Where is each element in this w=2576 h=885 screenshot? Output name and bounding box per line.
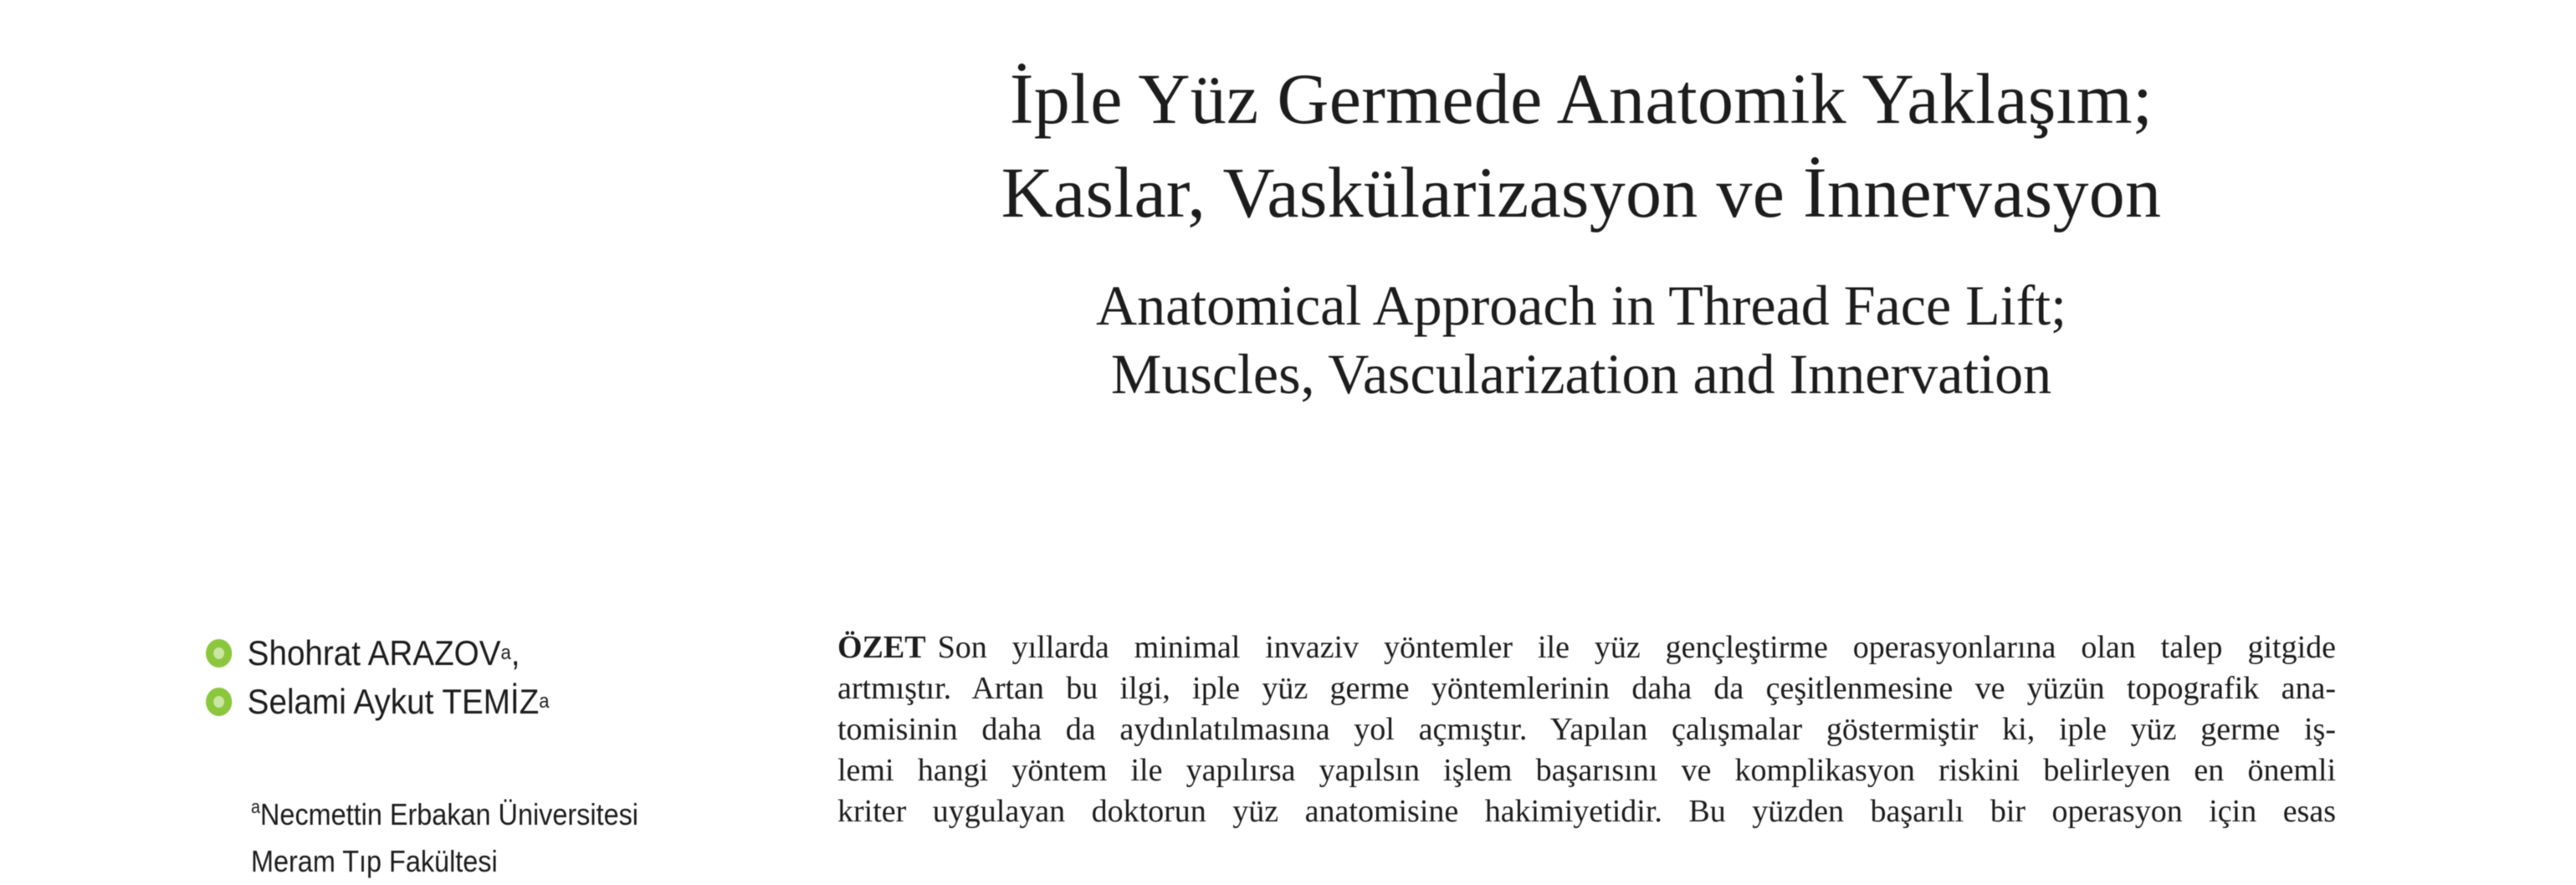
abstract-line: tomisinin daha da aydınlatılmasına yol açmıştır. Yapılan çalışmalar göstermiştir ki, iple yüz germe iş- bbox=[837, 712, 2336, 747]
english-title-line-1: Anatomical Approach in Thread Face Lift; bbox=[1095, 274, 2067, 337]
abstract-line-text: Son yıllarda minimal invaziv yöntemler ile yüz gençleştirme operasyonlarına olan talep gitgide bbox=[937, 630, 2336, 665]
orcid-icon[interactable] bbox=[206, 639, 232, 668]
affiliation-line-1 bbox=[251, 791, 638, 838]
author-list bbox=[206, 629, 579, 726]
affiliation-mark: a bbox=[251, 796, 261, 817]
author-item: Shohrat ARAZOV a , bbox=[206, 629, 550, 678]
affiliation-institution: Necmettin Erbakan Üniversitesi bbox=[260, 797, 639, 831]
turkish-title bbox=[753, 52, 2410, 239]
affiliation bbox=[251, 791, 638, 885]
author-item: Selami Aykut TEMİZ a bbox=[206, 678, 550, 726]
abstract-line: artmıştır. Artan bu ilgi, iple yüz germe yöntemlerinin daha da çeşitlenmesine ve yüzün topografik ana- bbox=[837, 671, 2336, 706]
abstract-line bbox=[837, 627, 2336, 668]
abstract-line: kriter uygulayan doktorun yüz anatomisine hakimiyetidir. Bu yüzden başarılı bir operasyon için esas bbox=[837, 794, 2336, 829]
abstract-label: ÖZET bbox=[837, 630, 926, 665]
english-title-line-2: Muscles, Vascularization and Innervation bbox=[1110, 342, 2052, 406]
abstract-line: lemi hangi yöntem ile yapılırsa yapılsın işlem başarısını ve komplikasyon riskini belirleyen en önemli bbox=[837, 753, 2336, 788]
author-name[interactable]: Selami Aykut TEMİZ bbox=[247, 682, 540, 721]
turkish-title-line-2: Kaslar, Vaskülarizasyon ve İnnervasyon bbox=[1001, 152, 2162, 233]
affiliation-line-2: Meram Tıp Fakültesi bbox=[251, 844, 498, 878]
english-title bbox=[753, 271, 2410, 408]
author-separator: , bbox=[510, 633, 520, 673]
abstract bbox=[837, 627, 2336, 832]
turkish-title-line-1: İple Yüz Germede Anatomik Yaklaşım; bbox=[1009, 59, 2153, 139]
title-block bbox=[753, 52, 2410, 408]
orcid-icon[interactable] bbox=[206, 688, 232, 716]
author-name[interactable]: Shohrat ARAZOV bbox=[247, 633, 501, 673]
